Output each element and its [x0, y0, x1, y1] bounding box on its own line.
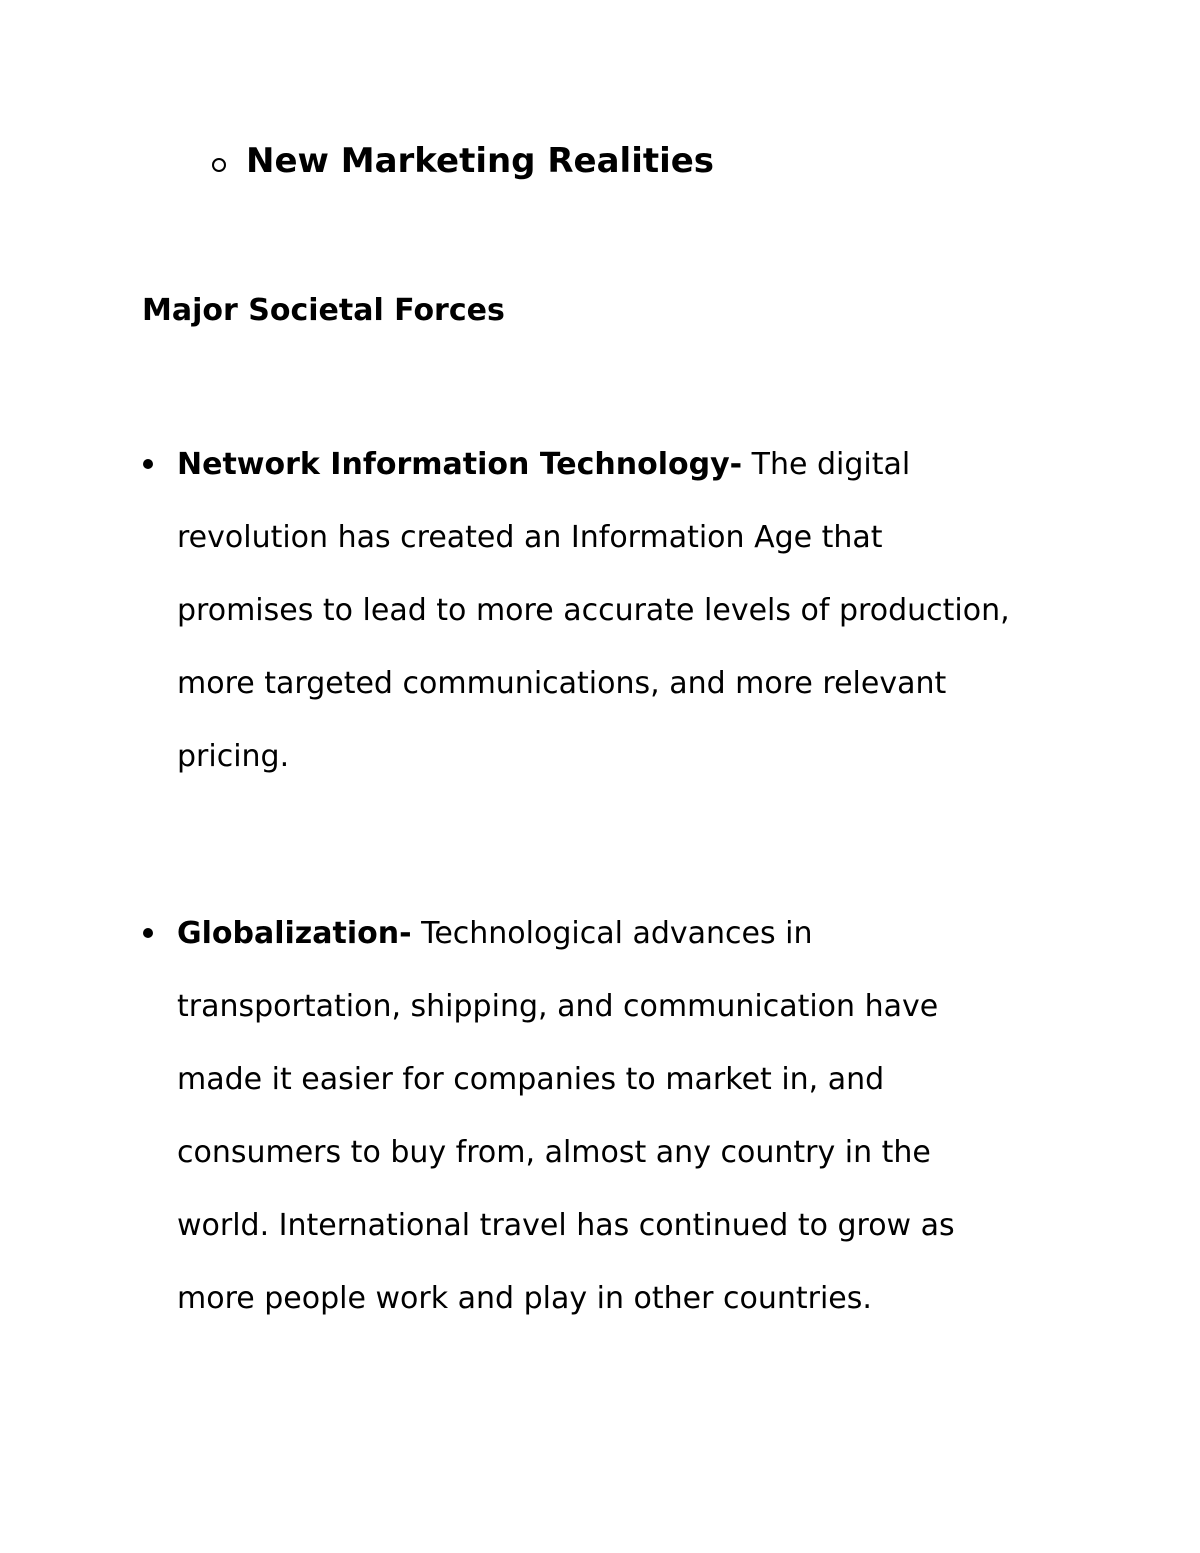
item-first-line [177, 897, 1077, 970]
item-line: more people work and play in other countries. [177, 1281, 872, 1316]
item-line: consumers to buy from, almost any country in the [177, 1135, 931, 1170]
item-term: Globalization- [177, 916, 412, 951]
list-item-globalization [177, 897, 1077, 1335]
item-term: Network Information Technology- [177, 447, 743, 482]
item-line: more targeted communications, and more relevant [177, 666, 947, 701]
item-line: transportation, shipping, and communication have [177, 989, 939, 1024]
circle-bullet-icon [212, 158, 226, 172]
item-text: Technological advances in [411, 916, 813, 951]
item-line: promises to lead to more accurate levels of production, [177, 593, 1010, 628]
item-line: world. International travel has continued to grow as [177, 1208, 955, 1243]
list-item-network-information-technology [177, 428, 1077, 793]
item-first-line [177, 428, 1077, 501]
bullet-dot-icon [143, 459, 153, 469]
item-line: made it easier for companies to market in, and [177, 1062, 885, 1097]
item-line: pricing. [177, 739, 290, 774]
page-heading: New Marketing Realities [246, 141, 715, 181]
section-title: Major Societal Forces [142, 293, 505, 328]
heading-row [212, 138, 714, 184]
item-text: The digital [742, 447, 911, 482]
item-line: revolution has created an Information Age that [177, 520, 883, 555]
bullet-dot-icon [143, 928, 153, 938]
